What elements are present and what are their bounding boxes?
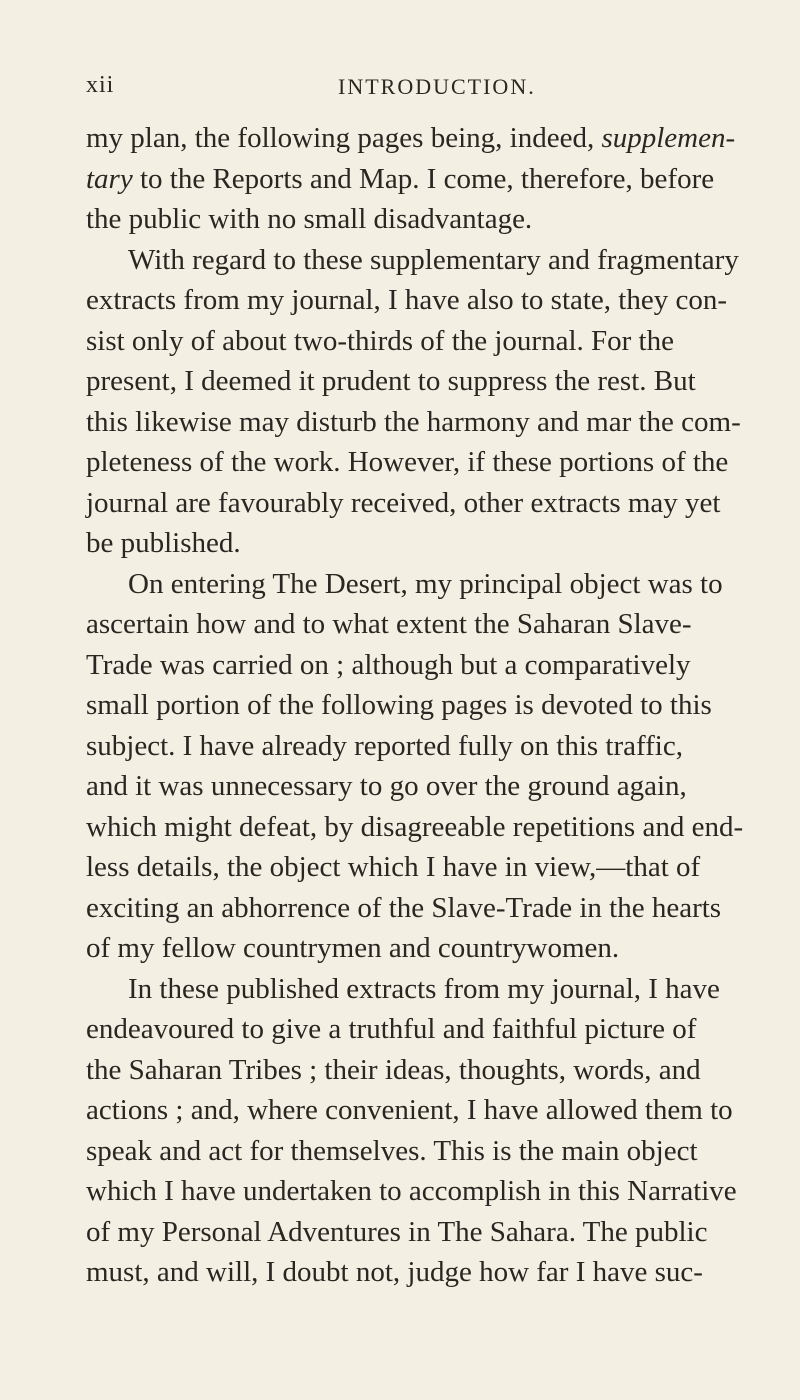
text-line: which might defeat, by disagreeable repetitions and end- [86, 810, 744, 843]
text-line: present, I deemed it prudent to suppress the rest. But [86, 365, 696, 397]
text-line: On entering The Desert, my principal object was to [128, 567, 723, 600]
paragraph [86, 118, 736, 240]
text-line: exciting an abhorrence of the Slave-Trade in the hearts [86, 891, 722, 924]
text-line: extracts from my journal, I have also to state, they con- [86, 284, 728, 316]
text-line: Trade was carried on ; although but a comparatively [86, 648, 691, 681]
running-head [86, 72, 726, 112]
text-line: the public with no small disadvantage. [86, 203, 533, 235]
text-line: sist only of about two-thirds of the journal. For the [86, 324, 674, 357]
italic-text: tary [86, 162, 133, 195]
text-line: subject. I have already reported fully on this traffic, [86, 729, 683, 762]
text-line [86, 159, 726, 200]
text-line: of my Personal Adventures in The Sahara. The public [86, 1215, 708, 1248]
text-line: small portion of the following pages is devoted to this [86, 689, 712, 721]
text-line: the Saharan Tribes ; their ideas, thoughts, words, and [86, 1053, 701, 1086]
text-line: pleteness of the work. However, if these portions of the [86, 446, 729, 478]
text-line: of my fellow countrymen and countrywomen. [86, 932, 620, 964]
text-line: which I have undertaken to accomplish in this Narrative [86, 1175, 737, 1207]
paragraph [86, 564, 744, 969]
text-line: actions ; and, where convenient, I have allowed them to [86, 1094, 733, 1126]
text-line: less details, the object which I have in view,—that of [86, 851, 701, 883]
text-line: this likewise may disturb the harmony and mar the com- [86, 405, 741, 438]
text-line: In these published extracts from my journal, I have [128, 972, 720, 1005]
italic-text: supplemen- [601, 122, 736, 154]
text-line: speak and act for themselves. This is the main object [86, 1134, 698, 1167]
body-text [86, 118, 744, 1293]
text-line: ascertain how and to what extent the Saharan Slave- [86, 608, 692, 640]
text-span: my plan, the following pages being, indeed, [86, 122, 602, 154]
text-line: must, and will, I doubt not, judge how far I have suc- [86, 1256, 703, 1288]
text-line: and it was unnecessary to go over the ground again, [86, 770, 687, 802]
running-head-title: INTRODUCTION. [338, 74, 536, 99]
paragraph [86, 969, 737, 1293]
text-line: endeavoured to give a truthful and faithful picture of [86, 1013, 697, 1045]
text-line: journal are favourably received, other extracts may yet [86, 486, 721, 519]
text-line [86, 118, 736, 159]
text-span: to the Reports and Map. I come, therefore, before [132, 162, 715, 195]
paragraph [86, 240, 741, 564]
page-number: xii [86, 72, 115, 98]
text-line: be published. [86, 527, 241, 559]
text-line: With regard to these supplementary and fragmentary [128, 243, 739, 276]
